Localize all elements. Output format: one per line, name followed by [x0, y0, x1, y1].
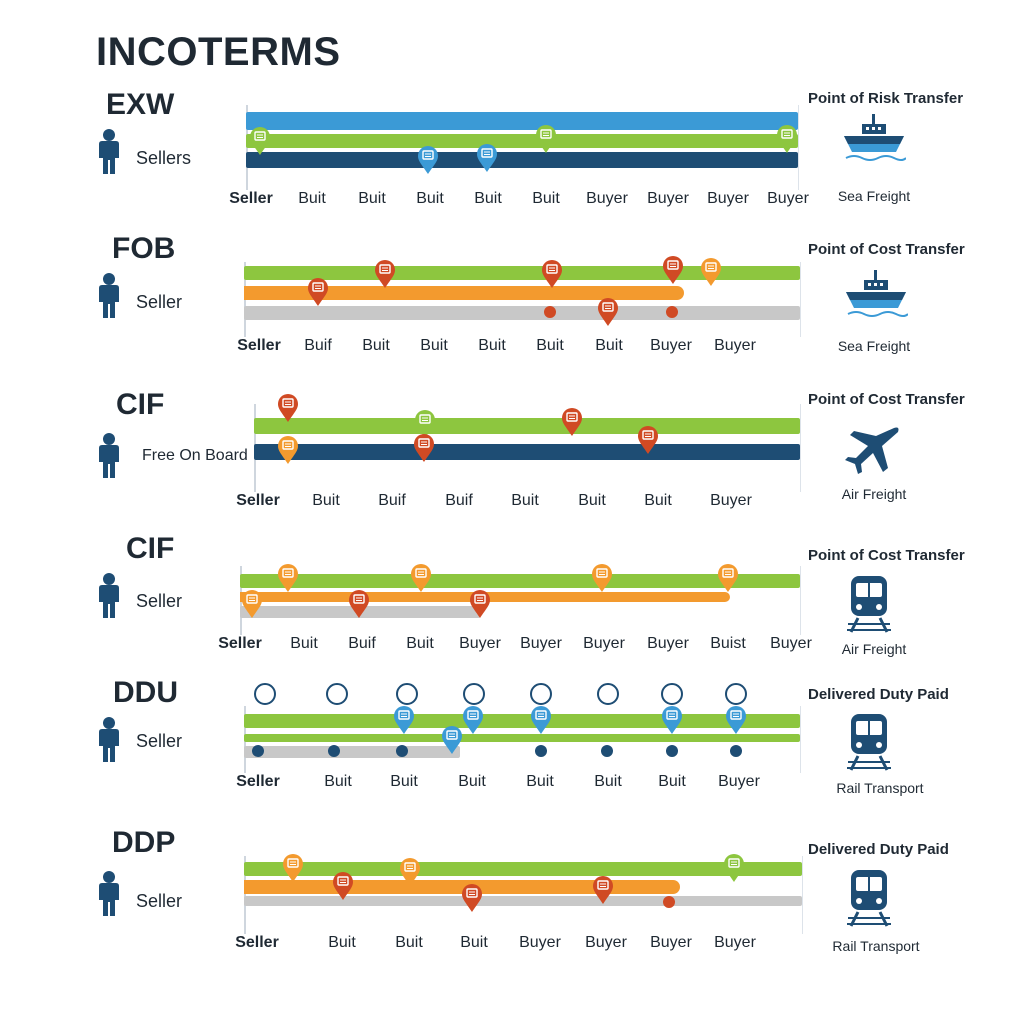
- milestone-dot: [252, 745, 264, 757]
- timeline-tick-label: Buyer: [718, 773, 760, 790]
- transfer-point-label: Point of Cost Transfer: [808, 391, 965, 408]
- timeline-tick-label: Buyer: [767, 190, 809, 207]
- timeline-bar: [244, 714, 800, 728]
- timeline-tick-label: Buit: [578, 492, 606, 509]
- timeline-tick-label: Buit: [298, 190, 326, 207]
- milestone-dot: [535, 745, 547, 757]
- page-title: INCOTERMS: [96, 30, 341, 74]
- timeline-tick-label: Buit: [290, 635, 318, 652]
- party-label: Seller: [136, 591, 183, 611]
- person-icon: [96, 128, 122, 174]
- location-pin-icon: [535, 124, 557, 154]
- location-pin-icon: [277, 393, 299, 423]
- timeline-tick-label: Buit: [458, 773, 486, 790]
- milestone-dot: [328, 745, 340, 757]
- location-pin-icon: [723, 853, 745, 883]
- location-pin-icon: [476, 143, 498, 173]
- timeline-tick-label: Buit: [511, 492, 539, 509]
- incoterm-label: CIF: [116, 388, 165, 421]
- transfer-point-label: Point of Cost Transfer: [808, 547, 965, 564]
- location-pin-icon: [462, 705, 484, 735]
- timeline-tick-label: Buit: [594, 773, 622, 790]
- ship-icon: [844, 268, 908, 325]
- train-icon: [846, 574, 892, 641]
- timeline-tick-label: Buit: [460, 934, 488, 951]
- timeline-bar: [240, 574, 800, 588]
- timeline-end-line: [802, 856, 803, 934]
- party-label: Sellers: [136, 148, 192, 168]
- timeline-tick-label: Buit: [658, 773, 686, 790]
- timeline-tick-label: Buyer: [650, 337, 692, 354]
- party-label: Seller: [136, 731, 183, 751]
- timeline-tick-label: Buit: [324, 773, 352, 790]
- timeline-tick-label: Buif: [378, 492, 406, 509]
- timeline-bar: [246, 112, 798, 130]
- timeline-tick-label: Buyer: [647, 635, 689, 652]
- timeline-tick-label: Buit: [532, 190, 560, 207]
- timeline-tick-label: Buyer: [714, 934, 756, 951]
- timeline-tick-label: Buit: [526, 773, 554, 790]
- timeline-tick-label: Buit: [416, 190, 444, 207]
- timeline-bar: [244, 306, 800, 320]
- location-pin-icon: [637, 425, 659, 455]
- party-label: Seller: [136, 891, 183, 911]
- location-pin-icon: [662, 255, 684, 285]
- timeline-tick-label: Buyer: [714, 337, 756, 354]
- party-label: Seller: [136, 292, 183, 312]
- person-icon: [96, 870, 122, 916]
- location-pin-icon: [374, 259, 396, 289]
- transport-mode-icon: [326, 683, 348, 705]
- transfer-point-label: Delivered Duty Paid: [808, 841, 949, 858]
- location-pin-icon: [541, 259, 563, 289]
- milestone-dot: [666, 306, 678, 318]
- timeline-tick-label: Seller: [236, 773, 280, 790]
- timeline-tick-label: Buyer: [585, 934, 627, 951]
- transport-mode-label: Air Freight: [841, 641, 907, 657]
- location-pin-icon: [277, 435, 299, 465]
- transport-mode-label: Sea Freight: [837, 188, 911, 204]
- timeline-tick-label: Buit: [312, 492, 340, 509]
- timeline-tick-label: Buit: [390, 773, 418, 790]
- timeline-bar: [244, 746, 460, 758]
- timeline-end-line: [800, 262, 801, 337]
- transport-mode-icon: [661, 683, 683, 705]
- timeline-tick-label: Buyer: [710, 492, 752, 509]
- transport-mode-icon: [396, 683, 418, 705]
- location-pin-icon: [307, 277, 329, 307]
- location-pin-icon: [332, 871, 354, 901]
- train-icon: [846, 868, 892, 935]
- timeline-bar: [244, 734, 800, 742]
- location-pin-icon: [717, 563, 739, 593]
- airplane-icon: [842, 424, 902, 481]
- timeline-tick-label: Seller: [218, 635, 262, 652]
- timeline-tick-label: Buit: [358, 190, 386, 207]
- transport-mode-icon: [597, 683, 619, 705]
- location-pin-icon: [530, 705, 552, 735]
- incoterm-label: DDU: [113, 676, 178, 709]
- person-icon: [96, 432, 122, 478]
- timeline-tick-label: Buyer: [519, 934, 561, 951]
- train-icon: [846, 712, 892, 779]
- timeline-tick-label: Buyer: [647, 190, 689, 207]
- milestone-dot: [601, 745, 613, 757]
- timeline-tick-label: Buyer: [770, 635, 812, 652]
- timeline-tick-label: Buit: [644, 492, 672, 509]
- location-pin-icon: [393, 705, 415, 735]
- location-pin-icon: [282, 853, 304, 883]
- location-pin-icon: [700, 257, 722, 287]
- timeline-bar: [244, 896, 802, 906]
- transfer-point-label: Delivered Duty Paid: [808, 686, 949, 703]
- person-icon: [96, 572, 122, 618]
- timeline-tick-label: Buyer: [583, 635, 625, 652]
- milestone-dot: [544, 306, 556, 318]
- milestone-dot: [396, 745, 408, 757]
- timeline-tick-label: Seller: [229, 190, 273, 207]
- incoterm-label: DDP: [112, 826, 176, 859]
- timeline-tick-label: Buit: [362, 337, 390, 354]
- person-icon: [96, 272, 122, 318]
- location-pin-icon: [597, 297, 619, 327]
- timeline-end-line: [800, 706, 801, 773]
- timeline-tick-label: Buif: [304, 337, 332, 354]
- location-pin-icon: [399, 857, 421, 887]
- timeline-tick-label: Buit: [328, 934, 356, 951]
- timeline-tick-label: Buist: [710, 635, 746, 652]
- ship-icon: [842, 112, 906, 169]
- incoterm-label: CIF: [126, 532, 175, 565]
- location-pin-icon: [348, 589, 370, 619]
- timeline-tick-label: Buit: [474, 190, 502, 207]
- location-pin-icon: [441, 725, 463, 755]
- timeline-tick-label: Seller: [235, 934, 279, 951]
- transfer-point-label: Point of Cost Transfer: [808, 241, 965, 258]
- timeline-tick-label: Seller: [236, 492, 280, 509]
- party-label: Free On Board: [142, 447, 248, 464]
- milestone-dot: [730, 745, 742, 757]
- location-pin-icon: [776, 124, 798, 154]
- transport-mode-label: Rail Transport: [832, 938, 920, 954]
- timeline-bar: [244, 862, 802, 876]
- timeline-tick-label: Buif: [348, 635, 376, 652]
- timeline-end-line: [800, 566, 801, 635]
- location-pin-icon: [591, 563, 613, 593]
- incoterm-label: EXW: [106, 88, 175, 121]
- timeline-tick-label: Buit: [595, 337, 623, 354]
- timeline-bar: [246, 152, 798, 168]
- location-pin-icon: [592, 875, 614, 905]
- location-pin-icon: [661, 705, 683, 735]
- milestone-dot: [663, 896, 675, 908]
- transport-mode-label: Rail Transport: [836, 780, 924, 796]
- location-pin-icon: [241, 589, 263, 619]
- location-pin-icon: [277, 563, 299, 593]
- location-pin-icon: [417, 145, 439, 175]
- location-pin-icon: [249, 126, 271, 156]
- timeline-tick-label: Buyer: [520, 635, 562, 652]
- timeline-tick-label: Buyer: [707, 190, 749, 207]
- location-pin-icon: [469, 589, 491, 619]
- transport-mode-label: Air Freight: [841, 486, 907, 502]
- timeline-tick-label: Seller: [237, 337, 281, 354]
- timeline-tick-label: Buit: [536, 337, 564, 354]
- transfer-point-label: Point of Risk Transfer: [808, 90, 964, 107]
- transport-mode-icon: [725, 683, 747, 705]
- timeline-bar: [246, 134, 798, 148]
- milestone-dot: [666, 745, 678, 757]
- person-icon: [96, 716, 122, 762]
- transport-mode-icon: [254, 683, 276, 705]
- location-pin-icon: [725, 705, 747, 735]
- timeline-tick-label: Buyer: [650, 934, 692, 951]
- transport-mode-icon: [530, 683, 552, 705]
- timeline-tick-label: Buit: [395, 934, 423, 951]
- location-pin-icon: [413, 433, 435, 463]
- timeline-end-line: [800, 404, 801, 492]
- timeline-tick-label: Buit: [406, 635, 434, 652]
- location-pin-icon: [461, 883, 483, 913]
- location-pin-icon: [561, 407, 583, 437]
- timeline-end-line: [798, 105, 799, 190]
- timeline-bar: [254, 444, 800, 460]
- timeline-tick-label: Buyer: [459, 635, 501, 652]
- transport-mode-label: Sea Freight: [837, 338, 911, 354]
- location-pin-icon: [410, 563, 432, 593]
- transport-mode-icon: [463, 683, 485, 705]
- timeline-tick-label: Buif: [445, 492, 473, 509]
- timeline-tick-label: Buyer: [586, 190, 628, 207]
- timeline-bar: [254, 418, 800, 434]
- incoterm-label: FOB: [112, 232, 176, 265]
- timeline-tick-label: Buit: [478, 337, 506, 354]
- timeline-tick-label: Buit: [420, 337, 448, 354]
